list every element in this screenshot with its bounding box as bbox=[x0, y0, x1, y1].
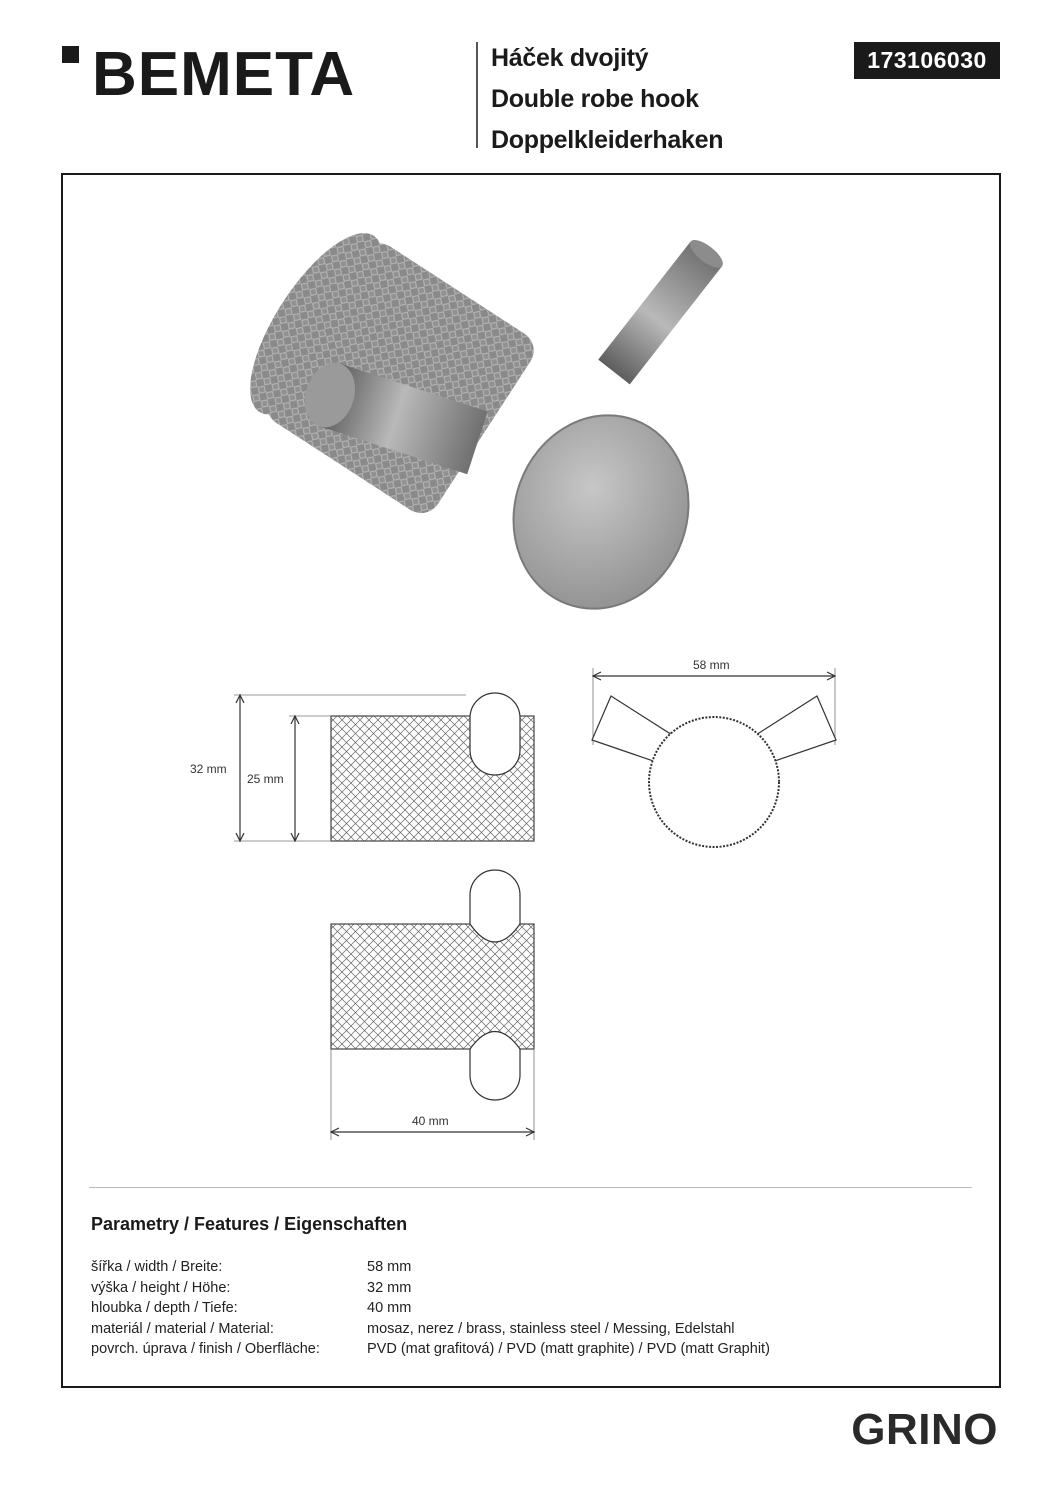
feature-value: mosaz, nerez / brass, stainless steel / Messing, Edelstahl bbox=[367, 1320, 735, 1337]
feature-row bbox=[91, 1278, 941, 1299]
feature-label: šířka / width / Breite: bbox=[91, 1259, 223, 1275]
section-divider bbox=[89, 1187, 972, 1188]
feature-value: 40 mm bbox=[367, 1300, 412, 1317]
feature-label: povrch. úprava / finish / Oberfläche: bbox=[91, 1341, 320, 1358]
features-title: Parametry / Features / Eigenschaften bbox=[91, 1214, 408, 1234]
front-view-drawing bbox=[592, 668, 836, 847]
feature-row bbox=[91, 1339, 941, 1360]
title-en: Double robe hook bbox=[491, 85, 699, 113]
feature-label: materiál / material / Material: bbox=[91, 1320, 274, 1337]
feature-row bbox=[91, 1319, 941, 1340]
side-view-drawing bbox=[234, 693, 534, 841]
bottom-view-drawing bbox=[331, 870, 534, 1140]
feature-row bbox=[91, 1298, 941, 1319]
title-cz: Háček dvojitý bbox=[491, 44, 649, 72]
dim-total-height: 32 mm bbox=[190, 762, 227, 776]
features-table bbox=[91, 1257, 941, 1360]
dim-body-height: 25 mm bbox=[247, 772, 284, 786]
feature-label: výška / height / Höhe: bbox=[91, 1279, 231, 1296]
feature-value: PVD (mat grafitová) / PVD (matt graphite) / PVD (matt Graphit) bbox=[367, 1341, 770, 1358]
dim-depth: 40 mm bbox=[412, 1114, 449, 1128]
product-code: 173106030 bbox=[854, 42, 1000, 79]
dim-width: 58 mm bbox=[693, 658, 730, 672]
feature-label: hloubka / depth / Tiefe: bbox=[91, 1300, 238, 1317]
feature-row bbox=[91, 1257, 941, 1278]
feature-value: 58 mm bbox=[367, 1259, 412, 1275]
product-photo bbox=[226, 214, 727, 634]
svg-text:BEMETA: BEMETA bbox=[92, 40, 356, 102]
title-de: Doppelkleiderhaken bbox=[491, 126, 724, 154]
series-name: GRINO bbox=[851, 1405, 998, 1454]
feature-value: 32 mm bbox=[367, 1279, 412, 1296]
